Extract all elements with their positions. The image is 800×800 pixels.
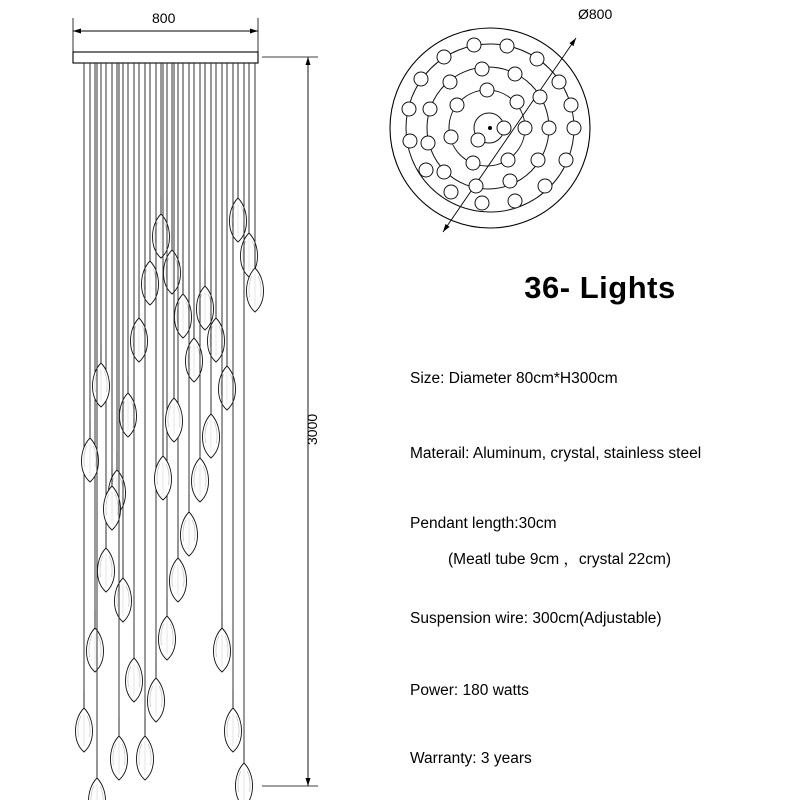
pendant-rods-group bbox=[76, 63, 264, 800]
top-view-diameter-label: Ø800 bbox=[578, 6, 613, 22]
spec-pendant-length: Pendant length:30cm bbox=[410, 515, 557, 532]
spec-pendant-detail: (Meatl tube 9cm ，crystal 22cm) bbox=[448, 551, 672, 568]
front-width-label: 800 bbox=[152, 10, 176, 26]
spec-suspension-wire: Suspension wire: 300cm(Adjustable) bbox=[410, 610, 662, 627]
front-height-label: 3000 bbox=[304, 413, 320, 445]
front-view bbox=[73, 18, 318, 800]
spec-power: Power: 180 watts bbox=[410, 682, 529, 699]
canopy-bar bbox=[73, 52, 258, 63]
top-view bbox=[390, 28, 590, 232]
spec-size: Size: Diameter 80cm*H300cm bbox=[410, 370, 618, 387]
specification-panel bbox=[400, 250, 800, 800]
spec-warranty: Warranty: 3 years bbox=[410, 750, 532, 767]
spec-material: Materail: Aluminum, crystal, stainless steel bbox=[410, 445, 702, 462]
lights-count-title: 36- Lights bbox=[524, 270, 676, 305]
top-view-center bbox=[488, 126, 492, 130]
pendant-nodes bbox=[402, 38, 581, 210]
